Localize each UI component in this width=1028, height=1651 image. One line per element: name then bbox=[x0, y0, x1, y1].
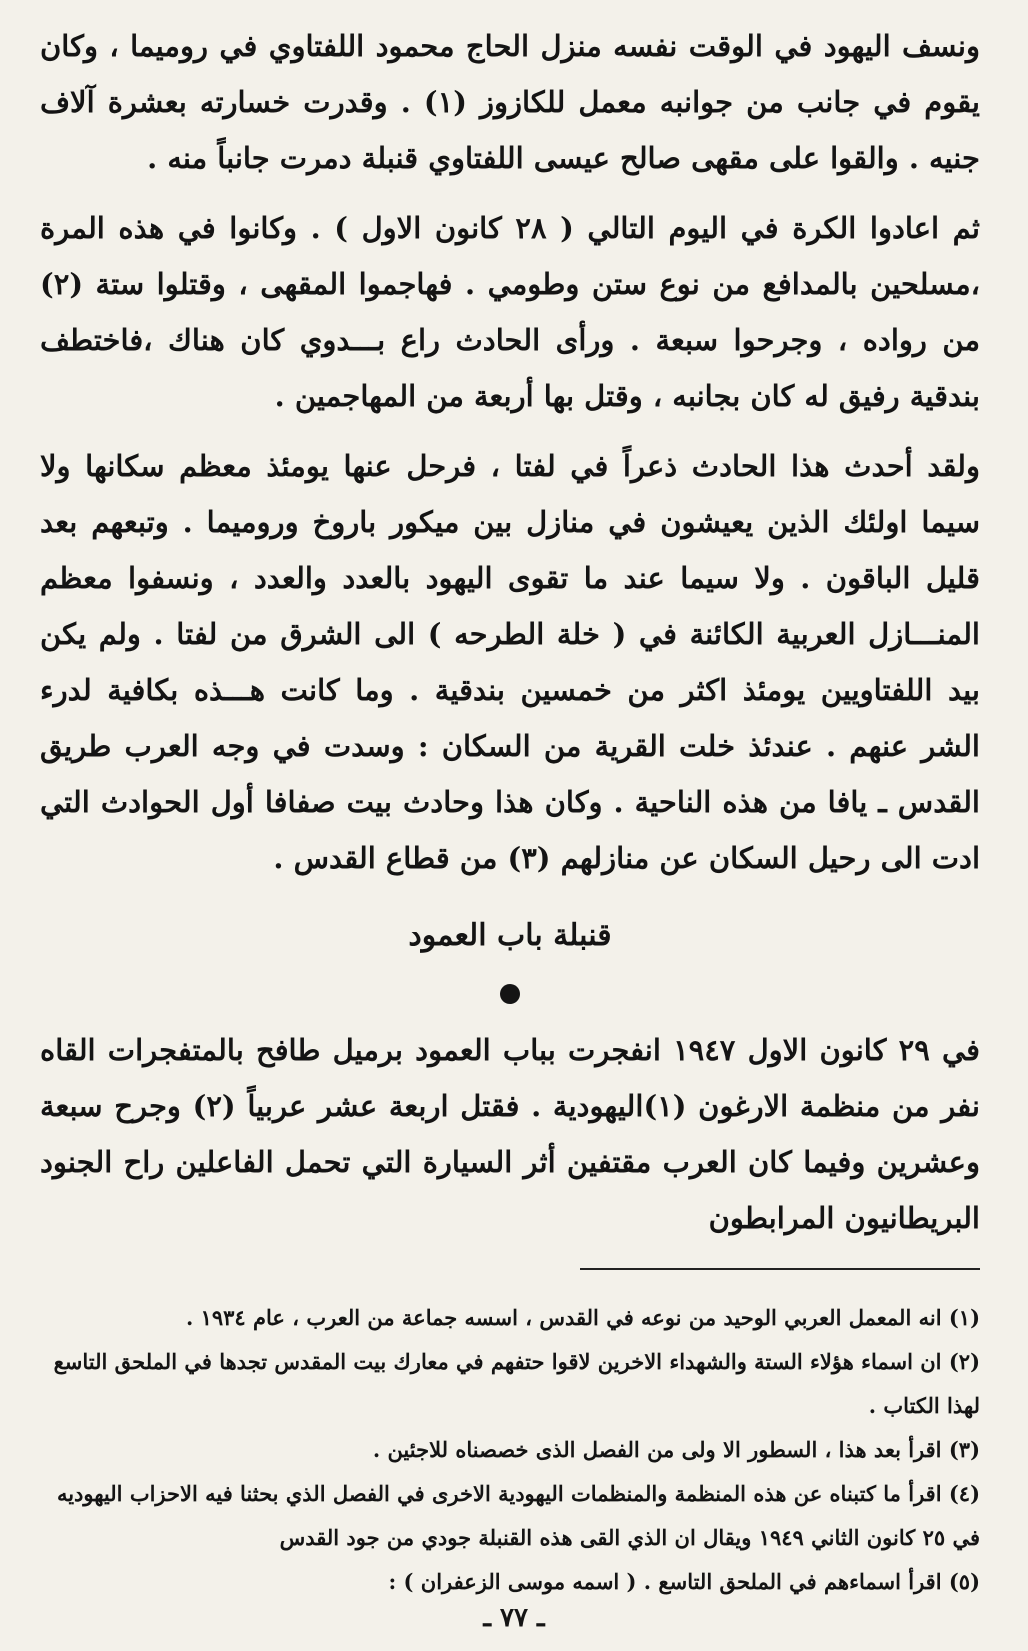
footnote-4: (٤) اقرأ ما كتبناه عن هذه المنظمة والمنظمات اليهودية الاخرى في الفصل الذي بحثنا فيه الاحزاب اليهوديه في ٢٥ كانون الثاني ١٩٤٩ ويقال ان الذي القى هذه القنبلة جودي من جود القدس bbox=[56, 1481, 980, 1550]
page-number: ـ ٧٧ ـ bbox=[483, 1603, 545, 1633]
footnote-3: (٣) اقرأ بعد هذا ، السطور الا ولى من الفصل الذى خصصناه للاجئين . bbox=[372, 1437, 980, 1462]
footnote-divider bbox=[580, 1268, 980, 1270]
paragraph-1: ونسف اليهود في الوقت نفسه منزل الحاج محمود اللفتاوي في روميما ، وكان يقوم في جانب من جوانبه معمل للكازوز (١) . وقدرت خسارته بعشرة آلاف جنيه . والقوا على مقهى صالح عيسى اللفتاوي قنبلة دمرت جانباً منه . bbox=[40, 29, 980, 175]
paragraph-gap bbox=[40, 186, 980, 200]
footnote-divider-wrap bbox=[40, 1246, 980, 1270]
footnotes bbox=[40, 1296, 980, 1604]
section-title: قنبلة باب العمود bbox=[408, 918, 612, 953]
section-bullet-icon bbox=[500, 984, 520, 1004]
paragraph-2: ثم اعادوا الكرة في اليوم التالي ( ٢٨ كانون الاول ) . وكانوا في هذه المرة ،مسلحين بالمدافع من نوع ستن وطومي . فهاجموا المقهى ، وقتلوا ستة (٢) من رواده ، وجرحوا سبعة . ورأى الحادث راع بـــدوي كان هناك ،فاختطف بندقية رفيق له كان بجانبه ، وقتل بها أربعة من المهاجمين . bbox=[40, 211, 980, 413]
footnote-5: (٥) اقرأ اسماءهم في الملحق التاسع . ( اسمه موسى الزعفران ) : bbox=[388, 1569, 980, 1594]
footnote-2: (٢) ان اسماء هؤلاء الستة والشهداء الاخرين لاقوا حتفهم في معارك بيت المقدس تجدها في الملحق التاسع لهذا الكتاب . bbox=[53, 1349, 980, 1418]
paragraph-gap bbox=[40, 424, 980, 438]
paragraph-3: ولقد أحدث هذا الحادث ذعراً في لفتا ، فرحل عنها يومئذ معظم سكانها ولا سيما اولئك الذين يعيشون في منازل بين ميكور باروخ وروميما . وتبعهم بعد قليل الباقون . ولا سيما عند ما تقوى اليهود بالعدد والعدد ، ونسفوا معظم المنـــازل العربية الكائنة في ( خلة الطرحه ) الى الشرق من لفتا . ولم يكن بيد اللفتاويين يومئذ اكثر من خمسين بندقية . وما كانت هـــذه بكافية لدرء الشر عنهم . عندئذ خلت القرية من السكان : وسدت في وجه العرب طريق القدس ـ يافا من هذه الناحية . وكان هذا وحادث بيت صفافا أول الحوادث التي ادت الى رحيل السكان عن منازلهم (٣) من قطاع القدس . bbox=[40, 449, 980, 875]
section-paragraph: في ٢٩ كانون الاول ١٩٤٧ انفجرت بباب العمود برميل طافح بالمتفجرات القاه نفر من منظمة الارغون (١)اليهودية . فقتل اربعة عشر عربياً (٢) وجرح سبعة وعشرين وفيما كان العرب مقتفين أثر السيارة التي تحمل الفاعلين راح الجنود البريطانيون المرابطون bbox=[40, 1033, 981, 1235]
footnote-1: (١) انه المعمل العربي الوحيد من نوعه في القدس ، اسسه جماعة من العرب ، عام ١٩٣٤ . bbox=[185, 1305, 980, 1330]
